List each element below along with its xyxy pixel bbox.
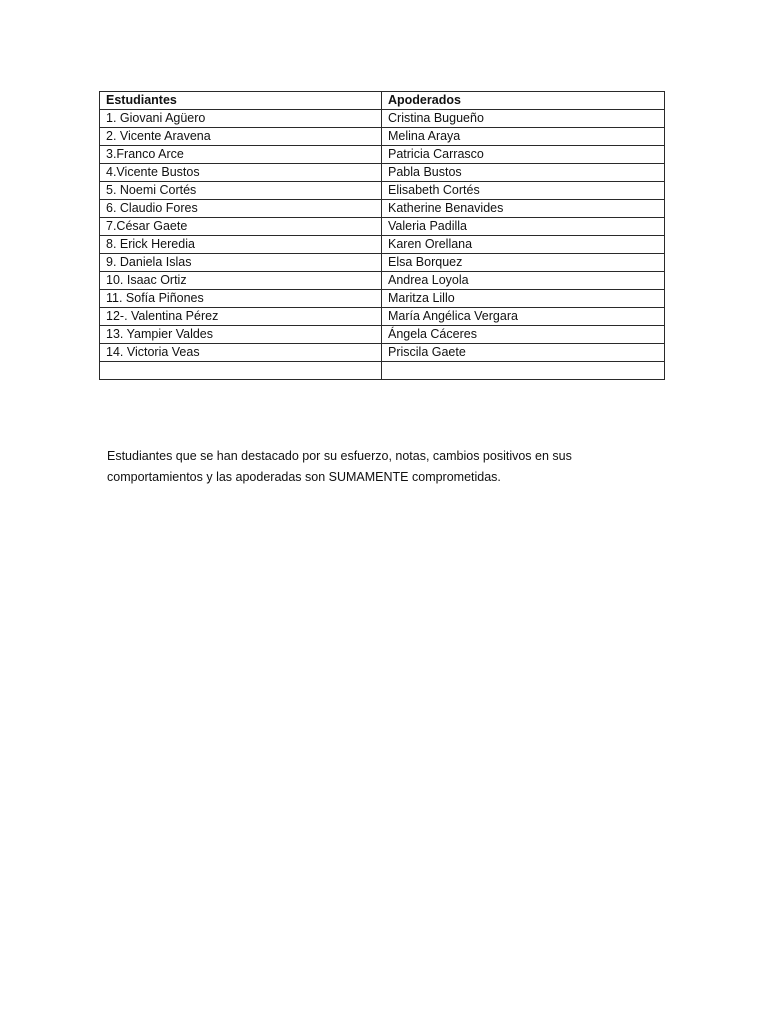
table-row (100, 290, 665, 308)
note-line-2: comportamientos y las apoderadas son SUMAMENTE comprometidas. (107, 470, 501, 484)
student-cell: 11. Sofía Piñones (100, 290, 382, 308)
table-row (100, 218, 665, 236)
guardian-cell: Pabla Bustos (382, 164, 665, 182)
student-cell: 12-. Valentina Pérez (100, 308, 382, 326)
student-cell: 2. Vicente Aravena (100, 128, 382, 146)
guardian-cell: Cristina Bugueño (382, 110, 665, 128)
table-row (100, 200, 665, 218)
table-row (100, 110, 665, 128)
guardian-cell: Elsa Borquez (382, 254, 665, 272)
student-cell: 5. Noemi Cortés (100, 182, 382, 200)
table-row-empty (100, 362, 665, 380)
guardian-cell: Priscila Gaete (382, 344, 665, 362)
student-cell: 6. Claudio Fores (100, 200, 382, 218)
table-header-row (100, 92, 665, 110)
student-cell: 9. Daniela Islas (100, 254, 382, 272)
student-cell: 8. Erick Heredia (100, 236, 382, 254)
students-guardians-table (99, 91, 665, 380)
guardian-cell: Katherine Benavides (382, 200, 665, 218)
student-cell: 13. Yampier Valdes (100, 326, 382, 344)
student-cell: 7.César Gaete (100, 218, 382, 236)
guardian-cell: Andrea Loyola (382, 272, 665, 290)
guardian-cell: Karen Orellana (382, 236, 665, 254)
student-cell: 1. Giovani Agüero (100, 110, 382, 128)
header-guardians: Apoderados (382, 92, 665, 110)
table-row (100, 128, 665, 146)
student-cell: 3.Franco Arce (100, 146, 382, 164)
table-row (100, 164, 665, 182)
guardian-cell: Elisabeth Cortés (382, 182, 665, 200)
table-row (100, 182, 665, 200)
note-line-1: Estudiantes que se han destacado por su esfuerzo, notas, cambios positivos en sus (107, 449, 572, 463)
student-cell: 4.Vicente Bustos (100, 164, 382, 182)
guardian-cell: Patricia Carrasco (382, 146, 665, 164)
guardian-cell: Ángela Cáceres (382, 326, 665, 344)
student-cell: 10. Isaac Ortiz (100, 272, 382, 290)
guardian-cell: María Angélica Vergara (382, 308, 665, 326)
table-row (100, 344, 665, 362)
guardian-cell-empty (382, 362, 665, 380)
table-row (100, 326, 665, 344)
guardian-cell: Valeria Padilla (382, 218, 665, 236)
student-cell: 14. Victoria Veas (100, 344, 382, 362)
guardian-cell: Melina Araya (382, 128, 665, 146)
guardian-cell: Maritza Lillo (382, 290, 665, 308)
student-cell-empty (100, 362, 382, 380)
table-row (100, 272, 665, 290)
table-row (100, 146, 665, 164)
table-row (100, 308, 665, 326)
note-paragraph (107, 446, 667, 488)
header-students: Estudiantes (100, 92, 382, 110)
table-row (100, 254, 665, 272)
table-row (100, 236, 665, 254)
